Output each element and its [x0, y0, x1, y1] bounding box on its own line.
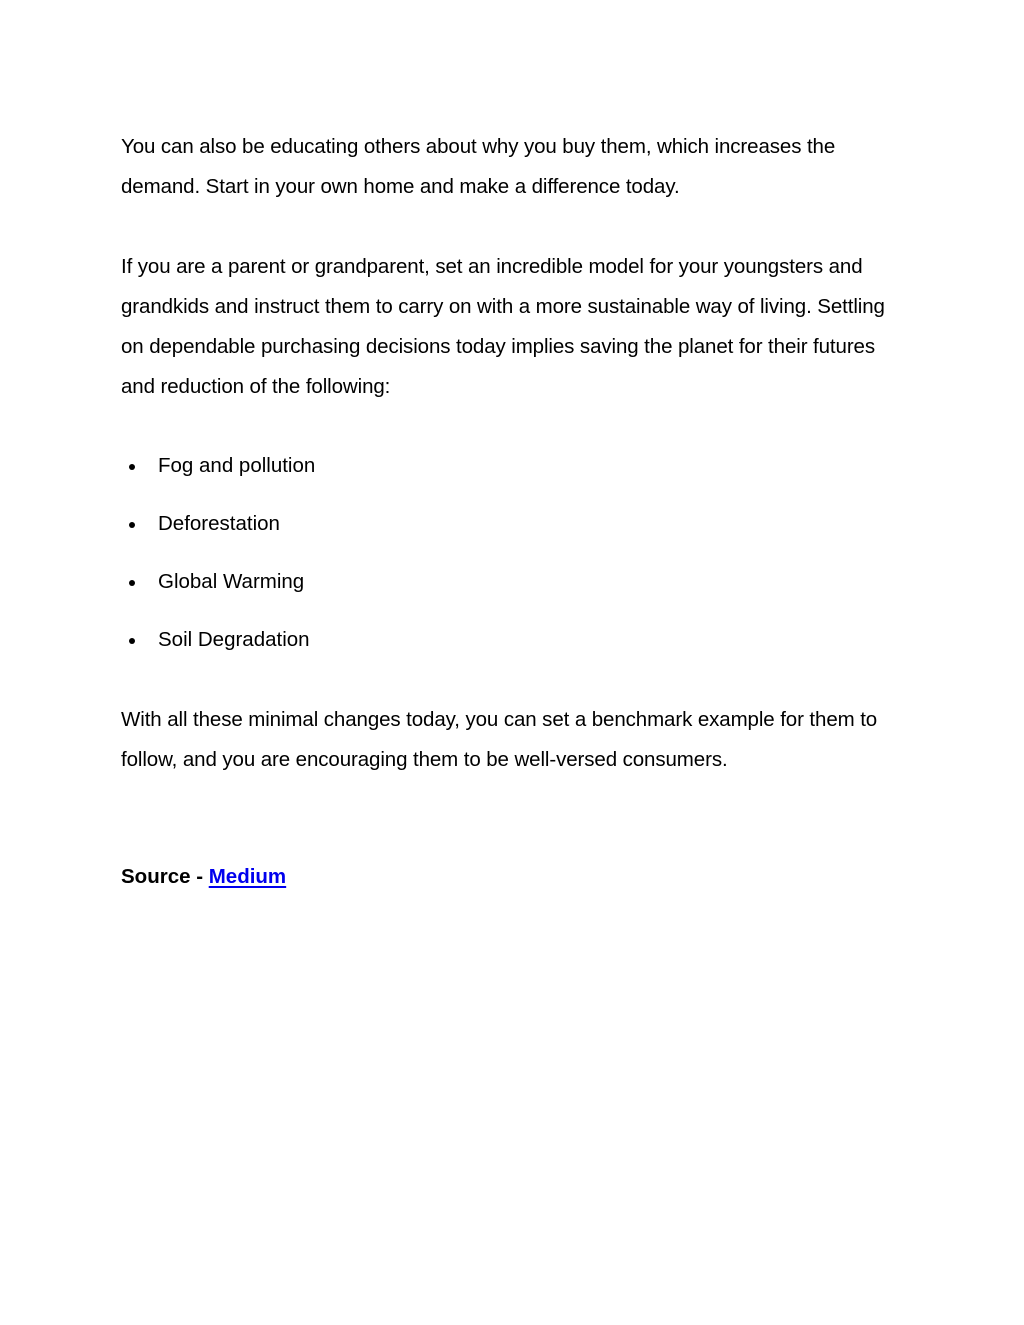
source-link-medium[interactable]: Medium [208, 865, 287, 888]
paragraph-educating-others: You can also be educating others about why you buy them, which increases the demand. Start in your own home and make a difference today. [121, 135, 836, 198]
bullet-icon [129, 638, 135, 644]
paragraph-benchmark: With all these minimal changes today, you can set a benchmark example for them to follow, and you are encouraging them to be well-versed consumers. [121, 708, 878, 771]
list-item-text: Global Warming [158, 570, 305, 593]
list-item-text: Soil Degradation [158, 628, 310, 651]
bullet-icon [129, 464, 135, 470]
paragraph-parent-model: If you are a parent or grandparent, set an incredible model for your youngsters and grandkids and instruct them to carry on with a more sustainable way of living. Settling on dependable purchasing decisions today implies saving the planet for their futures and reduction of the following: [121, 255, 885, 398]
source-label: Source - [121, 865, 209, 888]
list-item [121, 504, 315, 562]
reduction-list [121, 446, 315, 678]
bullet-icon [129, 580, 135, 586]
list-item [121, 446, 315, 504]
list-item [121, 620, 315, 678]
list-item-text: Deforestation [158, 512, 280, 535]
list-item [121, 562, 315, 620]
bullet-icon [129, 522, 135, 528]
source-line [121, 857, 286, 897]
list-item-text: Fog and pollution [158, 454, 316, 477]
